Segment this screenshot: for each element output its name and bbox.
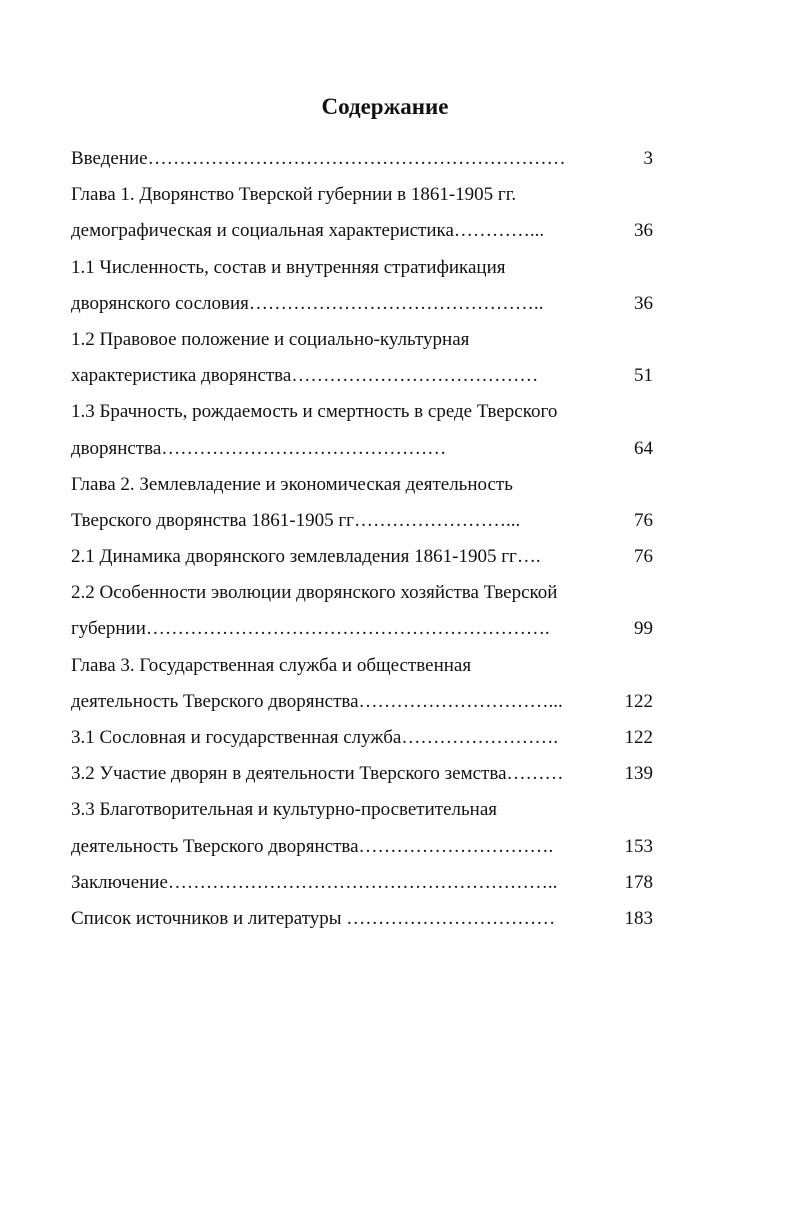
toc-entry-text: 1.1 Численность, состав и внутренняя стратификация xyxy=(71,256,506,278)
page-title: Содержание xyxy=(321,94,449,119)
toc-entry-section-1-1-cont xyxy=(71,286,661,322)
toc-entry-text: 3.1 Сословная и государственная служба……………………. xyxy=(71,727,559,748)
toc-entry-section-2-1 xyxy=(71,539,661,575)
toc-entry-chapter-1 xyxy=(71,177,661,213)
toc-entry-section-3-3 xyxy=(71,792,661,828)
toc-entry-section-3-3-cont xyxy=(71,829,661,865)
toc-entry-text: деятельность Тверского дворянства…………………………... xyxy=(71,690,563,712)
toc-entry-chapter-3 xyxy=(71,648,661,684)
toc-page-number: 3 xyxy=(643,148,653,169)
toc-entry-text: Заключение…………………………………………………….. xyxy=(71,871,558,893)
toc-page-number: 99 xyxy=(634,618,653,640)
toc-entry-section-1-2 xyxy=(71,322,661,358)
toc-entry-text: Введение………………………………………………………… xyxy=(71,148,566,169)
toc-entry-conclusion xyxy=(71,865,661,901)
toc-entry-section-1-3 xyxy=(71,394,661,430)
toc-page-number: 76 xyxy=(634,509,653,531)
toc-entry-section-1-2-cont xyxy=(71,358,661,394)
toc-entry-bibliography xyxy=(71,901,661,937)
toc-page-number: 139 xyxy=(624,763,653,785)
toc-entry-chapter-3-cont xyxy=(71,684,661,720)
toc-entry-chapter-1-cont xyxy=(71,213,661,249)
toc-page-number: 36 xyxy=(634,292,653,314)
toc-entry-text: деятельность Тверского дворянства…………………………. xyxy=(71,835,554,857)
toc-entry-text: 1.3 Брачность, рождаемость и смертность в среде Тверского xyxy=(71,401,558,423)
toc-entry-text: дворянского сословия……………………………………….. xyxy=(71,292,544,314)
toc-entry-section-3-2 xyxy=(71,756,661,792)
toc-entry-text: 2.1 Динамика дворянского землевладения 1861-1905 гг…. xyxy=(71,546,541,568)
toc-entry-text: Список источников и литературы …………………………… xyxy=(71,907,556,929)
toc-entry-text: 3.3 Благотворительная и культурно-просветительная xyxy=(71,799,498,821)
toc-entry-text: губернии………………………………………………………. xyxy=(71,618,550,640)
toc-entry-chapter-2 xyxy=(71,467,661,503)
toc-page-number: 64 xyxy=(634,437,653,459)
toc-page-number: 76 xyxy=(634,546,653,568)
toc-page-number: 122 xyxy=(624,690,653,712)
toc-page-number: 51 xyxy=(634,365,653,387)
toc-entry-section-2-2-cont xyxy=(71,611,661,647)
toc-page-number: 153 xyxy=(624,835,653,857)
toc-page-number: 178 xyxy=(624,871,653,893)
toc-entry-text: Глава 2. Землевладение и экономическая деятельность xyxy=(71,473,513,495)
toc-entry-text: демографическая и социальная характеристика…………... xyxy=(71,220,545,242)
toc-entry-text: характеристика дворянства………………………………… xyxy=(71,365,539,387)
toc-entry-text: Тверского дворянства 1861-1905 гг……………………... xyxy=(71,509,521,531)
toc-entry-text: 1.2 Правовое положение и социально-культурная xyxy=(71,328,470,350)
toc-page-number: 183 xyxy=(624,907,653,929)
toc-entry-introduction xyxy=(71,141,661,177)
toc-entry-text: 3.2 Участие дворян в деятельности Тверского земства……… xyxy=(71,763,564,785)
toc-page-number: 122 xyxy=(624,727,653,748)
toc-entry-section-1-3-cont xyxy=(71,431,661,467)
toc-entry-text: 2.2 Особенности эволюции дворянского хозяйства Тверской xyxy=(71,582,558,604)
toc-entry-section-3-1 xyxy=(71,720,661,756)
toc-entry-chapter-2-cont xyxy=(71,503,661,539)
toc-entry-text: дворянства……………………………………… xyxy=(71,437,447,459)
toc-page-number: 36 xyxy=(634,220,653,242)
table-of-contents xyxy=(71,141,661,937)
toc-entry-section-1-1 xyxy=(71,250,661,286)
toc-entry-section-2-2 xyxy=(71,575,661,611)
toc-entry-text: Глава 1. Дворянство Тверской губернии в 1861-1905 гг. xyxy=(71,184,517,206)
toc-entry-text: Глава 3. Государственная служба и общественная xyxy=(71,654,472,676)
